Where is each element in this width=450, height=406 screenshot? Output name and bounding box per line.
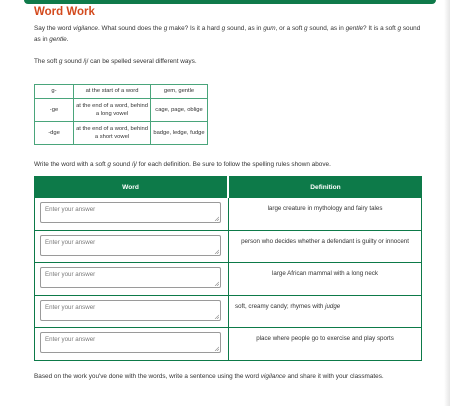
table-row <box>35 99 208 122</box>
spelling-examples: gem, gentle <box>151 85 208 99</box>
answer-input[interactable] <box>40 202 221 223</box>
intro-paragraph: Say the word vigilance. What sound does the g make? Is it a hard g sound, as in gum, or a soft g sound, as in gentle? It is a soft g sound as in gentle. <box>34 25 421 43</box>
column-header-definition: Definition <box>229 176 422 198</box>
spelling-intro: The soft g sound /j/ can be spelled several different ways. <box>34 58 197 65</box>
spelling-rule: at the end of a word, behind a short vowel <box>74 122 151 145</box>
word-cell <box>35 296 229 328</box>
answer-input[interactable] <box>40 235 221 256</box>
table-header <box>34 176 422 198</box>
word-cell <box>35 328 229 360</box>
spelling-pattern: g- <box>35 85 74 99</box>
definition-cell: person who decides whether a defendant is guilty or innocent <box>241 237 409 245</box>
spelling-rule: at the end of a word, behind a long vowel <box>74 99 151 122</box>
answer-input[interactable] <box>40 267 221 288</box>
table-row <box>35 122 208 145</box>
spelling-rules-table <box>34 84 208 145</box>
spelling-examples: cage, page, oblige <box>151 99 208 122</box>
column-header-word: Word <box>34 176 227 198</box>
definition-cell: place where people go to exercise and play sports <box>256 335 394 343</box>
word-definition-table <box>34 176 422 361</box>
table-row <box>34 198 422 231</box>
top-accent-bar <box>24 0 436 4</box>
spelling-examples: badge, ledge, fudge <box>151 122 208 145</box>
table-row <box>34 263 422 296</box>
spelling-rule: at the start of a word <box>74 85 151 99</box>
definition-cell: soft, creamy candy; rhymes with judge <box>235 302 341 310</box>
definition-cell: large creature in mythology and fairy tales <box>267 205 383 212</box>
definition-cell: large African mammal with a long neck <box>272 270 378 278</box>
answer-input[interactable] <box>40 332 221 353</box>
spelling-pattern: -dge <box>35 122 74 145</box>
spelling-pattern: -ge <box>35 99 74 122</box>
page-title: Word Work <box>34 6 95 18</box>
word-cell <box>35 198 229 230</box>
closing-paragraph: Based on the work you've done with the words, write a sentence using the word vigilance and share it with your classmates. <box>34 373 384 380</box>
table-row <box>34 328 422 361</box>
answer-input[interactable] <box>40 300 221 321</box>
word-cell <box>35 231 229 263</box>
table-row <box>34 296 422 329</box>
scroll-edge-shadow <box>444 0 450 406</box>
table-row <box>35 85 208 99</box>
word-cell <box>35 263 229 295</box>
table-row <box>34 231 422 264</box>
quiz-instruction: Write the word with a soft g sound /j/ for each definition. Be sure to follow the spelling rules shown above. <box>34 161 331 168</box>
